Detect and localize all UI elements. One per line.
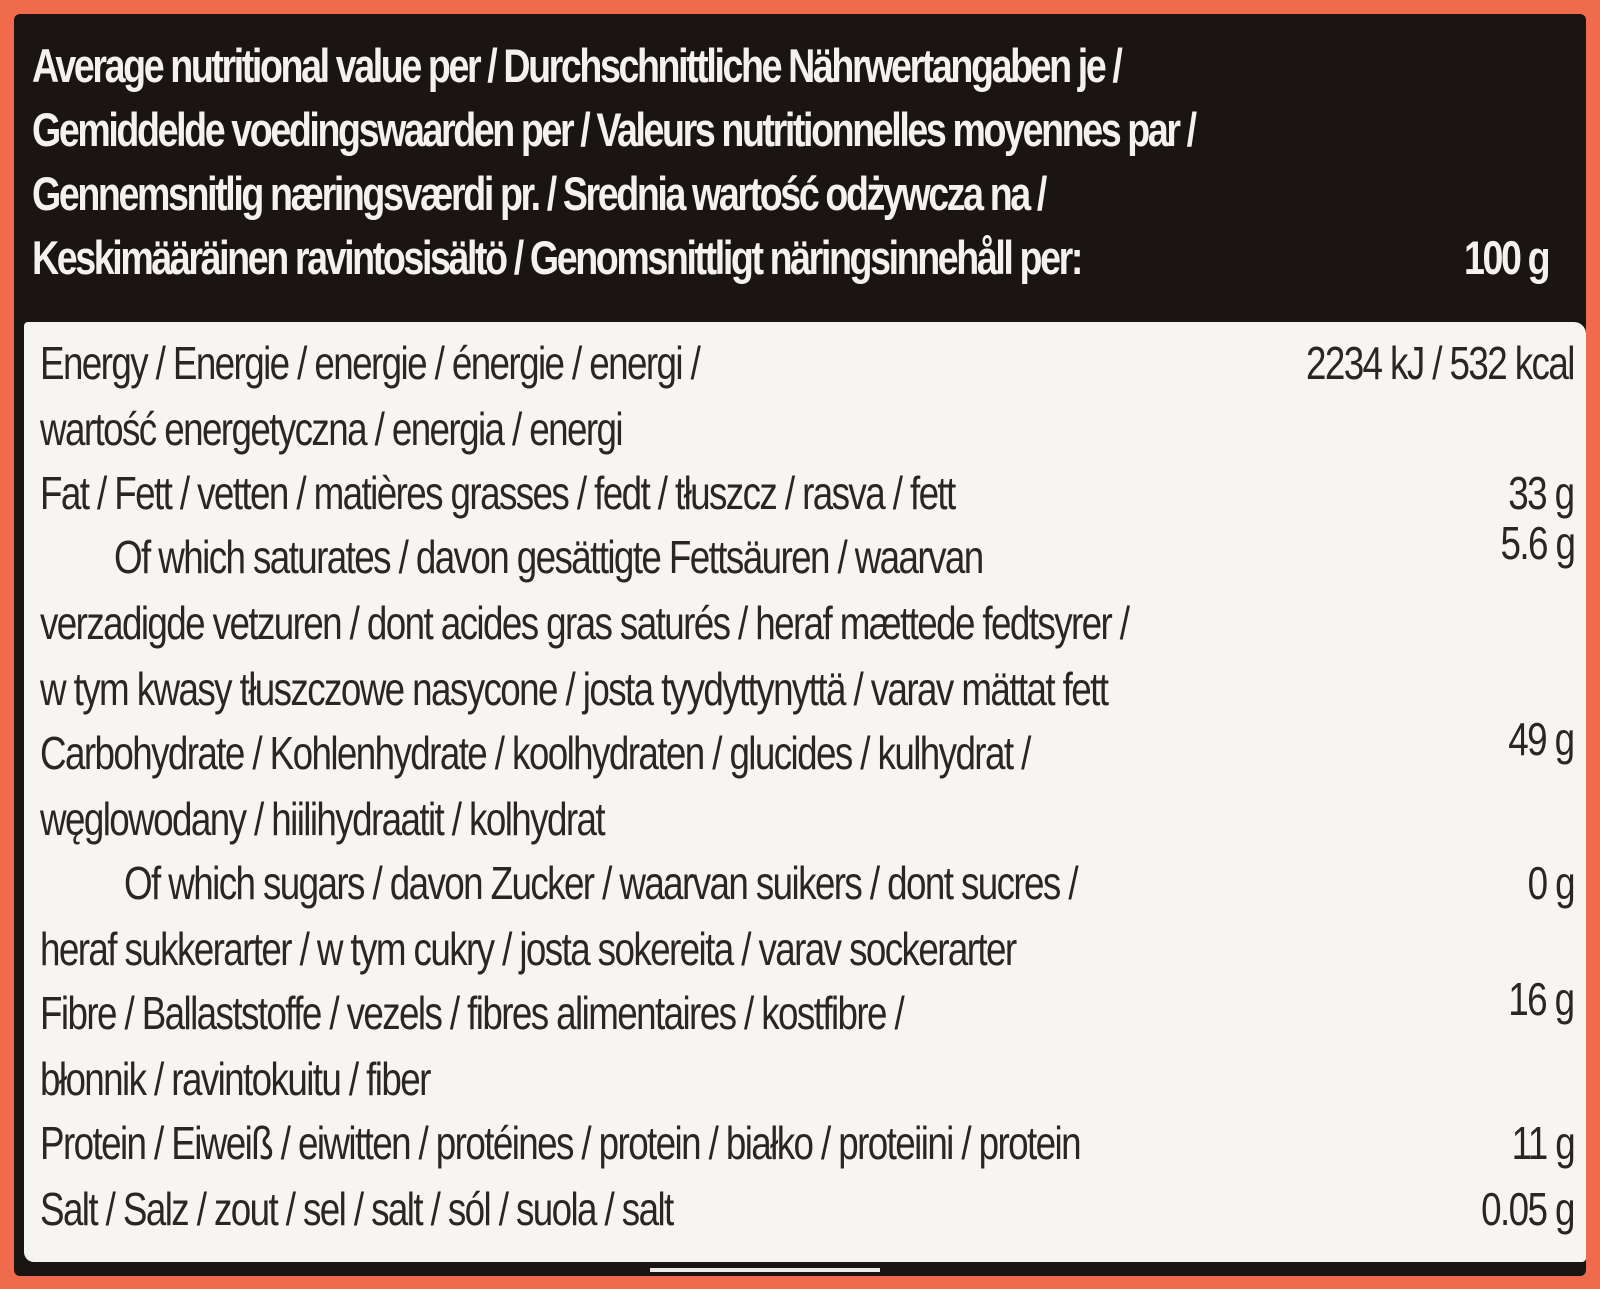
- fibre-label-line-1: Fibre / Ballaststoffe / vezels / fibres alimentaires / kostfibre /: [40, 987, 904, 1039]
- header-line-1: Average nutritional value per / Durchschnittliche Nährwertangaben je /: [32, 39, 1121, 92]
- energy-value: 2234 kJ / 532 kcal: [1306, 337, 1574, 389]
- nutrition-table: [24, 322, 1586, 1262]
- carbohydrate-value: 49 g: [1508, 713, 1574, 765]
- saturates-label-line-2: verzadigde vetzuren / dont acides gras saturés / heraf mættede fedtsyrer /: [40, 597, 1129, 649]
- sugars-value: 0 g: [1527, 857, 1574, 909]
- salt-label: Salt / Salz / zout / sel / salt / sól / suola / salt: [40, 1183, 673, 1235]
- fibre-label-line-2: błonnik / ravintokuitu / fiber: [40, 1053, 430, 1105]
- per-amount: 100 g: [1463, 231, 1548, 284]
- salt-value: 0.05 g: [1481, 1183, 1574, 1235]
- carbohydrate-label-line-2: węglowodany / hiilihydraatit / kolhydrat: [40, 793, 604, 845]
- sugars-label-line-2: heraf sukkerarter / w tym cukry / josta sokereita / varav sockerarter: [40, 923, 1016, 975]
- bottom-edge-mark: [650, 1268, 880, 1272]
- fibre-value: 16 g: [1508, 973, 1574, 1025]
- sugars-label-line-1: Of which sugars / davon Zucker / waarvan suikers / dont sucres /: [124, 857, 1077, 909]
- carbohydrate-label-line-1: Carbohydrate / Kohlenhydrate / koolhydraten / glucides / kulhydrat /: [40, 727, 1030, 779]
- energy-label-line-2: wartość energetyczna / energia / energi: [40, 403, 622, 455]
- saturates-label-line-1: Of which saturates / davon gesättigte Fettsäuren / waarvan: [114, 531, 983, 583]
- nutrition-header: [32, 34, 1572, 320]
- saturates-value: 5.6 g: [1500, 517, 1574, 569]
- header-line-2: Gemiddelde voedingswaarden per / Valeurs nutritionnelles moyennes par /: [32, 103, 1195, 156]
- fat-label: Fat / Fett / vetten / matières grasses / fedt / tłuszcz / rasva / fett: [40, 467, 955, 519]
- fat-value: 33 g: [1508, 467, 1574, 519]
- header-line-3: Gennemsnitlig næringsværdi pr. / Srednia wartość odżywcza na /: [32, 167, 1045, 220]
- protein-value: 11 g: [1511, 1117, 1574, 1169]
- protein-label: Protein / Eiweiß / eiwitten / protéines / protein / białko / proteiini / protein: [40, 1117, 1080, 1169]
- saturates-label-line-3: w tym kwasy tłuszczowe nasycone / josta tyydyttynyttä / varav mättat fett: [40, 663, 1108, 715]
- header-line-4: Keskimääräinen ravintosisältö / Genomsnittligt näringsinnehåll per:: [32, 231, 1081, 284]
- energy-label-line-1: Energy / Energie / energie / énergie / energi /: [40, 337, 700, 389]
